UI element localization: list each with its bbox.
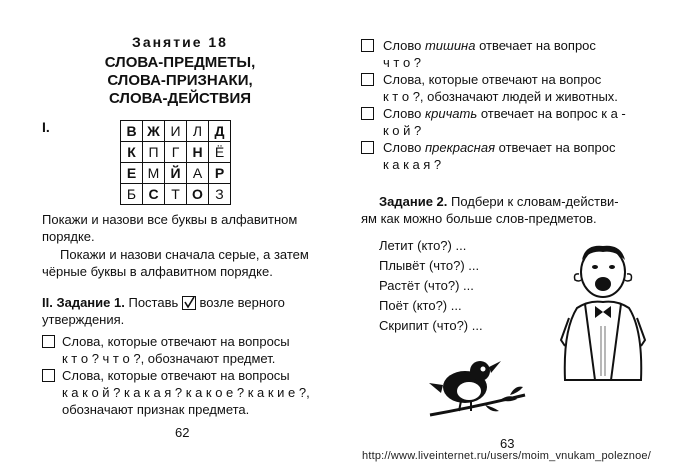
grid-letter: К bbox=[121, 142, 143, 163]
grid-letter: С bbox=[143, 184, 165, 205]
lesson-heading bbox=[80, 54, 280, 108]
right-statement-4 bbox=[361, 139, 615, 173]
right-statement-1-line-2: ч т о ? bbox=[383, 55, 422, 70]
paragraph-2 bbox=[42, 246, 309, 280]
task-2-label: Задание 2. bbox=[379, 194, 448, 209]
right-statement-2-line-2: к т о ?, обозначают людей и животных. bbox=[383, 89, 618, 104]
checkbox-right-2[interactable] bbox=[361, 73, 374, 86]
checkbox-statement-1[interactable] bbox=[42, 335, 55, 348]
grid-letter: М bbox=[143, 163, 165, 184]
grid-row bbox=[121, 184, 231, 205]
grid-letter: Ж bbox=[143, 121, 165, 142]
heading-line-1: СЛОВА-ПРЕДМЕТЫ, bbox=[104, 54, 256, 71]
grid-letter: Д bbox=[209, 121, 231, 142]
task-2-line-1 bbox=[379, 193, 619, 210]
grid-letter: А bbox=[187, 163, 209, 184]
source-url[interactable]: http://www.liveinternet.ru/users/moim_vnukam_poleznoe/ bbox=[362, 450, 651, 462]
right-statement-2 bbox=[361, 71, 618, 105]
singing-man-illustration bbox=[555, 240, 650, 385]
heading-line-2: СЛОВА-ПРИЗНАКИ, bbox=[107, 72, 253, 89]
task-1-line-1 bbox=[42, 294, 285, 311]
task-1 bbox=[42, 294, 285, 328]
right-statement-4-line-1: Слово прекрасная отвечает на вопрос bbox=[383, 140, 616, 155]
statement-2 bbox=[42, 367, 310, 418]
statement-2-line-2: к а к о й ? к а к а я ? к а к о е ? к а к и е ?, bbox=[62, 385, 310, 400]
grid-row bbox=[121, 142, 231, 163]
page-number-left: 62 bbox=[175, 425, 190, 440]
grid-letter: Г bbox=[165, 142, 187, 163]
checkbox-right-1[interactable] bbox=[361, 39, 374, 52]
page-number-right: 63 bbox=[500, 436, 515, 451]
task-1-text-2: возле верного bbox=[199, 295, 285, 310]
grid-letter: Е bbox=[121, 163, 143, 184]
verb-item: Летит (кто?) ... bbox=[379, 238, 467, 253]
grid-letter: Ё bbox=[209, 142, 231, 163]
verb-item: Скрипит (что?) ... bbox=[379, 318, 483, 333]
check-mark-icon bbox=[182, 296, 196, 310]
right-statement-4-line-2: к а к а я ? bbox=[383, 157, 442, 172]
paragraph-1-line-1: Покажи и назови все буквы в алфавитном bbox=[42, 212, 298, 227]
grid-letter: Й bbox=[165, 163, 187, 184]
right-statement-3 bbox=[361, 105, 626, 139]
statement-2-line-3: обозначают признак предмета. bbox=[62, 402, 250, 417]
statement-1 bbox=[42, 333, 290, 367]
statement-2-line-1: Слова, которые отвечают на вопросы bbox=[62, 368, 290, 383]
checkbox-right-4[interactable] bbox=[361, 141, 374, 154]
right-statement-3-line-1: Слово кричать отвечает на вопрос к а - bbox=[383, 106, 626, 121]
paragraph-2-line-1: Покажи и назови сначала серые, а затем bbox=[60, 247, 309, 262]
right-statement-1 bbox=[361, 37, 596, 71]
verb-item: Растёт (что?) ... bbox=[379, 278, 474, 293]
grid-letter: И bbox=[165, 121, 187, 142]
statement-1-line-2: к т о ? ч т о ?, обозначают предмет. bbox=[62, 351, 276, 366]
grid-row bbox=[121, 163, 231, 184]
checkbox-statement-2[interactable] bbox=[42, 369, 55, 382]
grid-letter: Т bbox=[165, 184, 187, 205]
right-statement-1-line-1: Слово тишина отвечает на вопрос bbox=[383, 38, 596, 53]
verb-list bbox=[379, 236, 483, 336]
paragraph-1-line-2: порядке. bbox=[42, 229, 95, 244]
grid-row bbox=[121, 121, 231, 142]
heading-line-3: СЛОВА-ДЕЙСТВИЯ bbox=[108, 90, 252, 107]
grid-letter: П bbox=[143, 142, 165, 163]
grid-letter: Б bbox=[121, 184, 143, 205]
grid-letter: Н bbox=[187, 142, 209, 163]
section-1-label: I. bbox=[42, 119, 50, 135]
grid-letter: В bbox=[121, 121, 143, 142]
bird-illustration bbox=[425, 355, 530, 425]
task-1-text: Поставь bbox=[128, 295, 179, 310]
task-2 bbox=[361, 193, 619, 227]
task-2-text: Подбери к словам-действи- bbox=[451, 194, 619, 209]
grid-letter: З bbox=[209, 184, 231, 205]
right-statement-3-line-2: к о й ? bbox=[383, 123, 422, 138]
paragraph-1 bbox=[42, 211, 297, 245]
statement-1-line-1: Слова, которые отвечают на вопросы bbox=[62, 334, 290, 349]
task-1-label: II. Задание 1. bbox=[42, 295, 125, 310]
checkbox-right-3[interactable] bbox=[361, 107, 374, 120]
grid-letter: О bbox=[187, 184, 209, 205]
paragraph-2-line-2: чёрные буквы в алфавитном порядке. bbox=[42, 264, 273, 279]
right-statement-2-line-1: Слова, которые отвечают на вопрос bbox=[383, 72, 602, 87]
lesson-title: Занятие 18 bbox=[132, 34, 228, 50]
verb-item: Плывёт (что?) ... bbox=[379, 258, 480, 273]
letter-grid bbox=[120, 120, 231, 205]
grid-letter: Р bbox=[209, 163, 231, 184]
grid-letter: Л bbox=[187, 121, 209, 142]
verb-item: Поёт (кто?) ... bbox=[379, 298, 462, 313]
task-2-line-2: ям как можно больше слов-предметов. bbox=[361, 211, 597, 226]
task-1-line-2: утверждения. bbox=[42, 312, 125, 327]
